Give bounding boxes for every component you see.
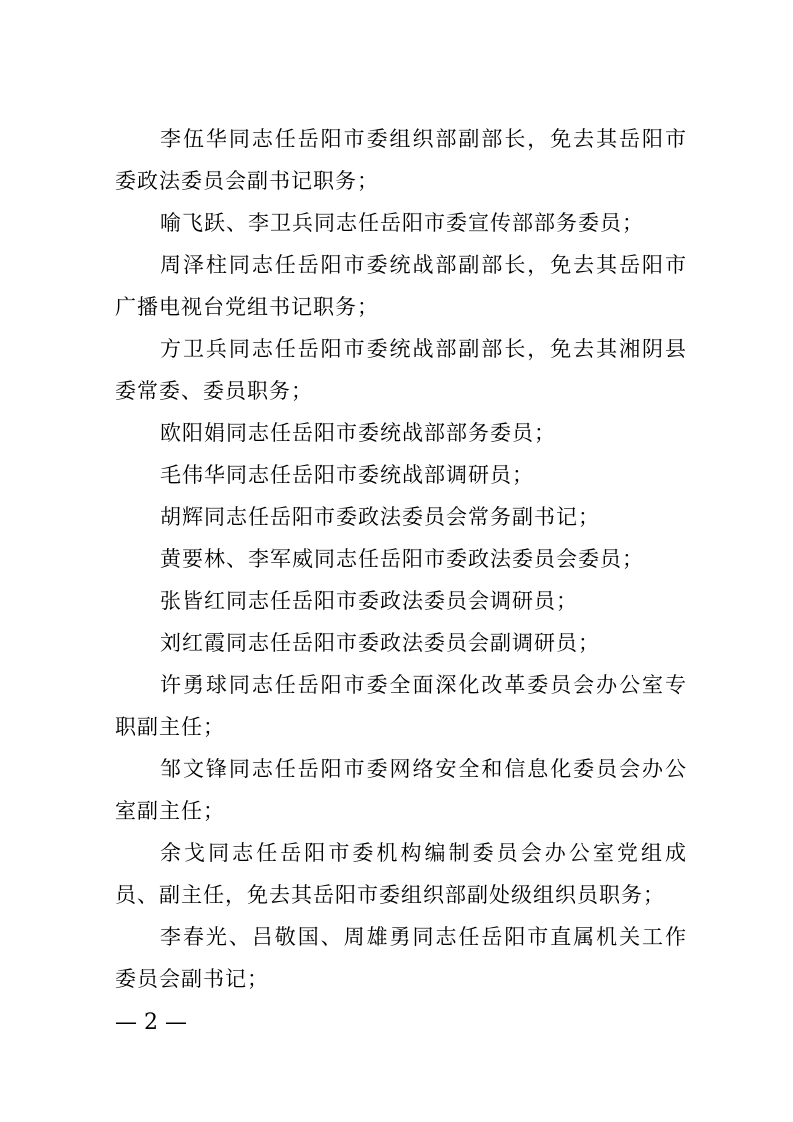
appointment-paragraph: 胡辉同志任岳阳市委政法委员会常务副书记；: [160, 505, 600, 529]
appointment-paragraph: 邹文锋同志任岳阳市委网络安全和信息化委员会办公室副主任；: [115, 757, 687, 823]
appointment-paragraph: 周泽柱同志任岳阳市委统战部副部长，免去其岳阳市广播电视台党组书记职务；: [115, 253, 687, 319]
appointment-paragraph: 李春光、吕敬国、周雄勇同志任岳阳市直属机关工作委员会副书记；: [115, 925, 687, 991]
appointment-paragraph: 李伍华同志任岳阳市委组织部副部长，免去其岳阳市委政法委员会副书记职务；: [115, 127, 687, 193]
appointment-paragraph: 许勇球同志任岳阳市委全面深化改革委员会办公室专职副主任；: [115, 673, 687, 739]
appointment-paragraph: 毛伟华同志任岳阳市委统战部调研员；: [160, 463, 534, 487]
appointment-paragraph: 喻飞跃、李卫兵同志任岳阳市委宣传部部务委员；: [160, 211, 644, 235]
document-body: [115, 118, 687, 1000]
appointment-paragraph: 方卫兵同志任岳阳市委统战部副部长，免去其湘阴县委常委、委员职务；: [115, 337, 687, 403]
appointment-paragraph: 刘红霞同志任岳阳市委政法委员会副调研员；: [160, 631, 600, 655]
appointment-paragraph: 余戈同志任岳阳市委机构编制委员会办公室党组成员、副主任，免去其岳阳市委组织部副处级组织员职务；: [115, 841, 687, 907]
appointment-paragraph: 欧阳娟同志任岳阳市委统战部部务委员；: [160, 421, 556, 445]
appointment-paragraph: 黄要林、李军威同志任岳阳市委政法委员会委员；: [160, 547, 644, 571]
page-number: — 2 —: [115, 1010, 187, 1035]
appointment-paragraph: 张皆红同志任岳阳市委政法委员会调研员；: [160, 589, 578, 613]
